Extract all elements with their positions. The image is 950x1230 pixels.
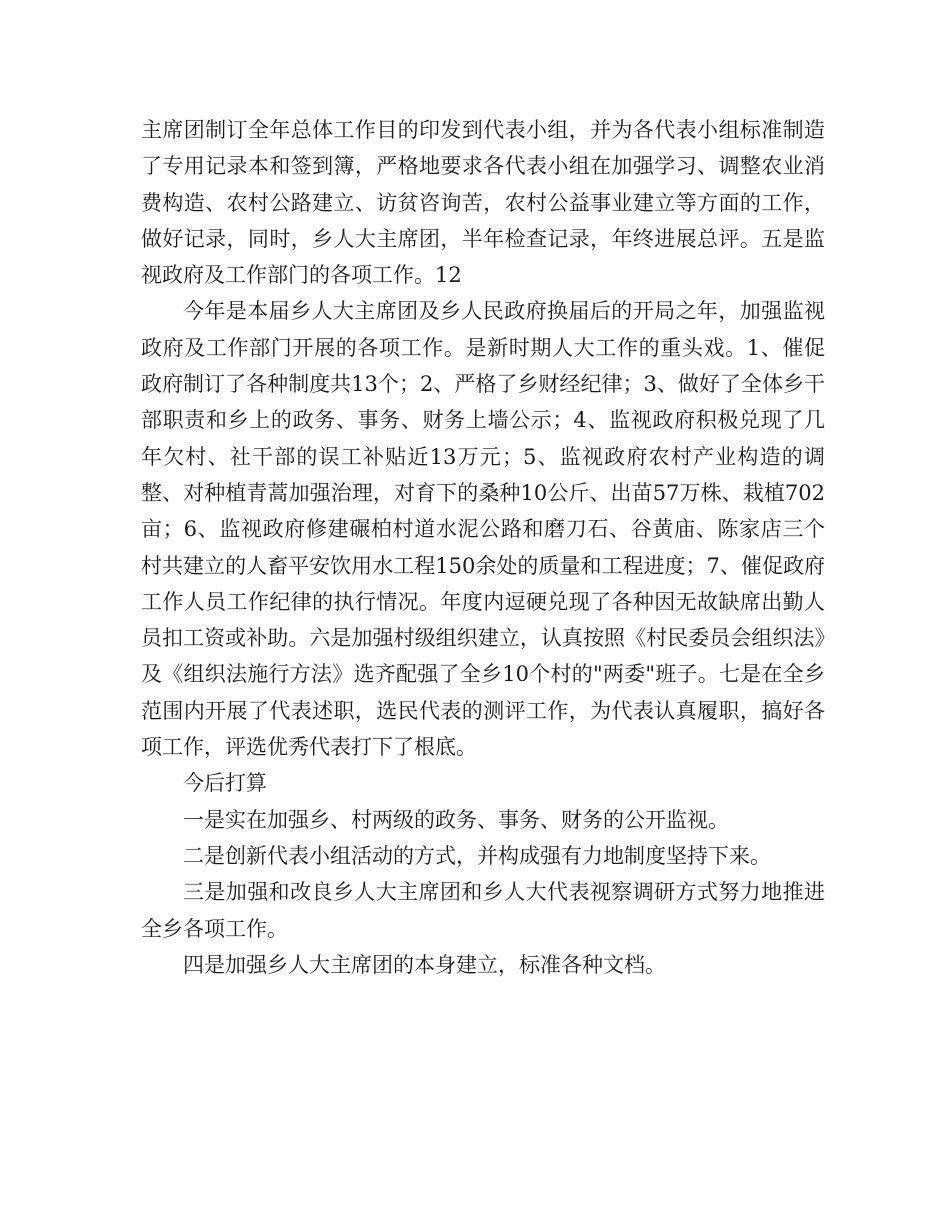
document-body bbox=[141, 112, 825, 983]
plan-item-3: 三是加强和改良乡人大主席团和乡人大代表视察调研方式努力地推进全乡各项工作。 bbox=[141, 880, 825, 941]
paragraph-supervision-work: 今年是本届乡人大主席团及乡人民政府换届后的开局之年，加强监视政府及工作部门开展的各项工作。是新时期人大工作的重头戏。1、催促政府制订了各种制度共13个；2、严格了乡财经纪律；3、做好了全体乡干部职责和乡上的政务、事务、财务上墙公示；4、监视政府积极兑现了几年欠村、社干部的误工补贴近13万元；5、监视政府农村产业构造的调整、对种植青蒿加强治理，对育下的桑种10公斤、出苗57万株、栽植702亩；6、监视政府修建碾柏村道水泥公路和磨刀石、谷黄庙、陈家店三个村共建立的人畜平安饮用水工程150余处的质量和工程进度；7、催促政府工作人员工作纪律的执行情况。年度内逗硬兑现了各种因无故缺席出勤人员扣工资或补助。六是加强村级组织建立，认真按照《村民委员会组织法》及《组织法施行方法》选齐配强了全乡10个村的"两委"班子。七是在全乡范围内开展了代表述职，选民代表的测评工作，为代表认真履职，搞好各项工作，评选优秀代表打下了根底。 bbox=[141, 299, 825, 760]
plan-item-2: 二是创新代表小组活动的方式，并构成强有力地制度坚持下来。 bbox=[183, 843, 771, 868]
plan-item-1: 一是实在加强乡、村两级的政务、事务、财务的公开监视。 bbox=[183, 807, 729, 832]
plan-item-4: 四是加强乡人大主席团的本身建立，标准各种文档。 bbox=[183, 952, 666, 977]
paragraph-continuation: 主席团制订全年总体工作目的印发到代表小组，并为各代表小组标准制造了专用记录本和签到簿，严格地要求各代表小组在加强学习、调整农业消费构造、农村公路建立、访贫咨询苦，农村公益事业建立等方面的工作，做好记录，同时，乡人大主席团，半年检查记录，年终进展总评。五是监视政府及工作部门的各项工作。12 bbox=[141, 118, 825, 288]
section-heading-future-plans: 今后打算 bbox=[183, 771, 267, 796]
